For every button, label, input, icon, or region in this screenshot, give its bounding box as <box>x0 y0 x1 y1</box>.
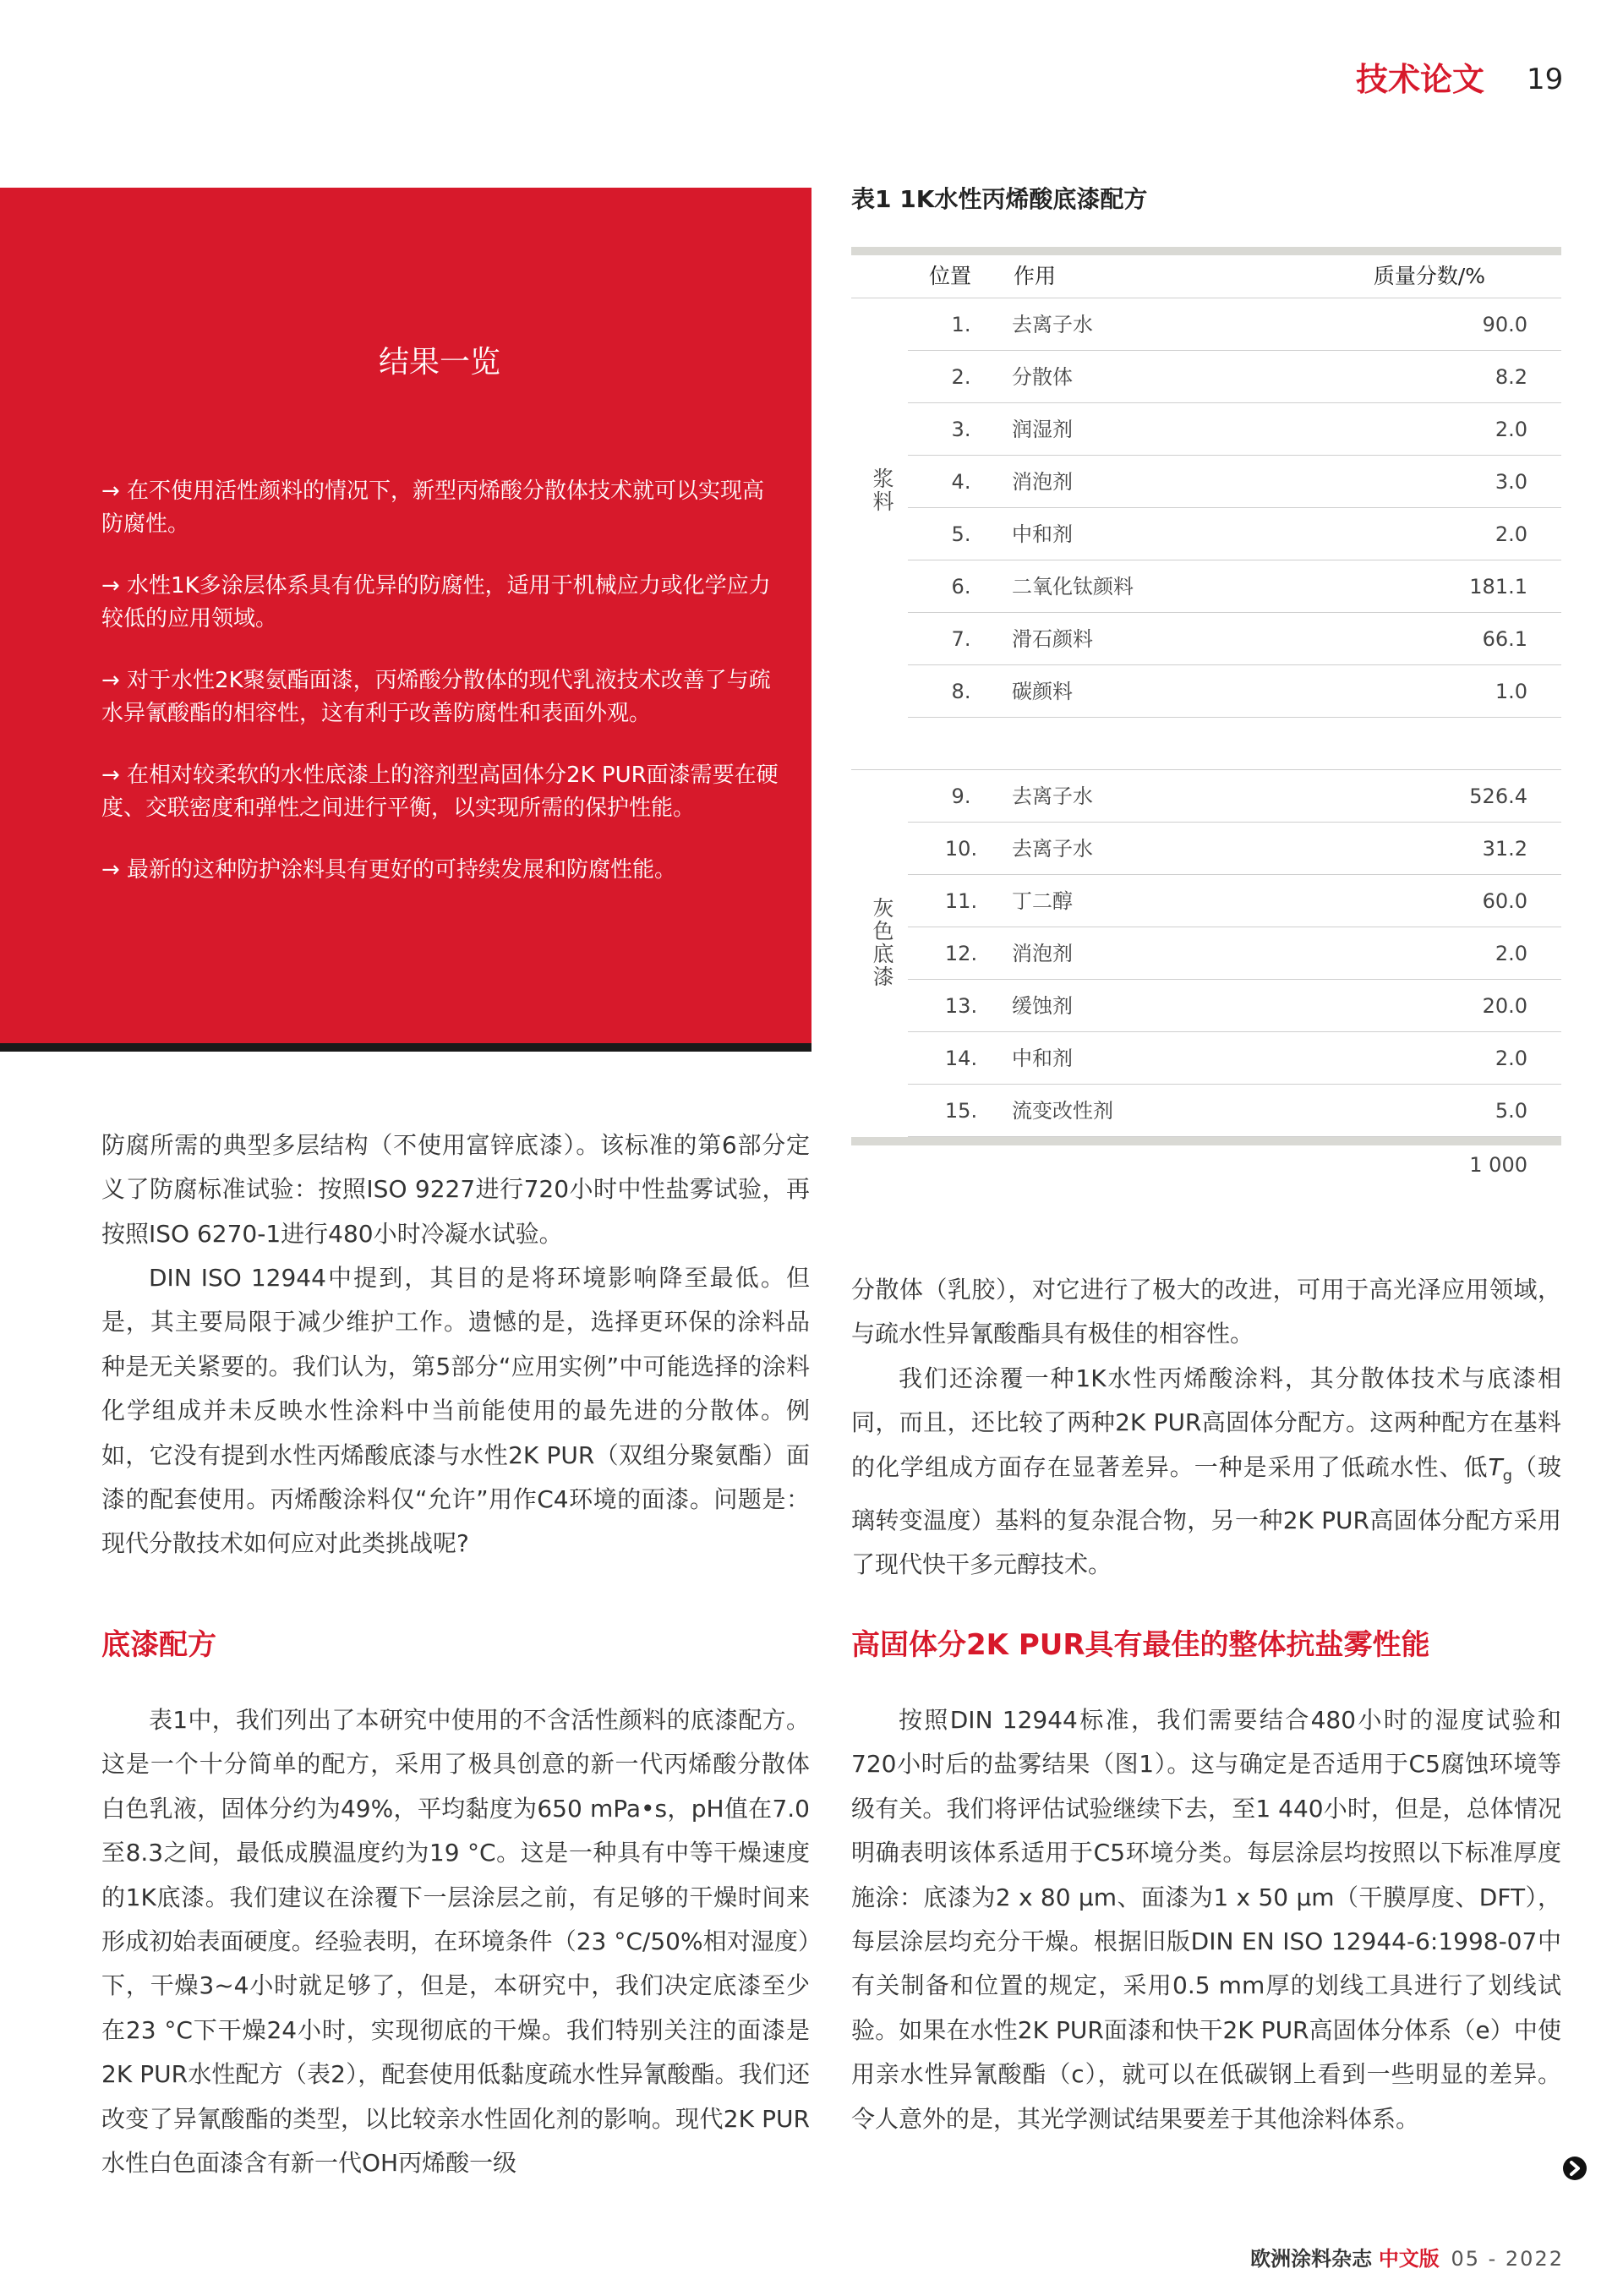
right-para-3: 按照DIN 12944标准，我们需要结合480小时的湿度试验和720小时后的盐雾结果（图1）。这与确定是否适用于C5腐蚀环境等级有关。我们将评估试验继续下去，至1 440小时，但是，总体情况明确表明该体系适用于C5环境分类。每层涂层均按照以下标准厚度施涂：底漆为2 x 80 μm、面漆为1 x 50 μm（干膜厚度、DFT），每层涂层均充分干燥。根据旧版DIN EN ISO 12944-6:1998-07中有关制备和位置的规定，采用0.5 mm厚的划线工具进行了划线试验。如果在水性2K PUR面漆和快干2K PUR高固体分体系（e）中使用亲水性异氰酸酯（c），就可以在低碳钢上看到一些明显的差异。令人意外的是，其光学测试结果要差于其他涂料体系。 <box>851 1706 1561 2133</box>
footer-issue: 05 - 2022 <box>1451 2247 1564 2271</box>
table-bottom-rule <box>851 1137 1561 1145</box>
group-label: 浆料 <box>870 467 894 513</box>
table-caption: 表1 1K水性丙烯酸底漆配方 <box>851 185 1148 213</box>
summary-item: → 水性1K多涂层体系具有优异的防腐性，适用于机械应力或化学应力较低的应用领域。 <box>101 573 771 631</box>
header-mass-fraction: 质量分数/% <box>1373 264 1485 288</box>
cell-position: 8. <box>951 680 971 703</box>
summary-title: 结果一览 <box>378 345 500 380</box>
cell-value: 2.0 <box>1495 942 1527 965</box>
table-row <box>851 980 1561 1032</box>
table-group-slurry <box>851 298 1561 718</box>
table-row <box>851 508 1561 560</box>
left-para-1: 防腐所需的典型多层结构（不使用富锌底漆）。该标准的第6部分定义了防腐标准试验：按照ISO 9227进行720小时中性盐雾试验，再按照ISO 6270-1进行480小时冷凝水试验。 <box>101 1131 810 1248</box>
tg-symbol: T <box>1488 1452 1503 1481</box>
cell-position: 10. <box>944 837 978 861</box>
cell-position: 3. <box>951 418 971 441</box>
cell-function: 消泡剂 <box>1012 470 1073 494</box>
cell-position: 6. <box>951 575 971 599</box>
cell-function: 中和剂 <box>1012 1047 1073 1070</box>
section-heading-primer: 底漆配方 <box>101 1628 216 1662</box>
cell-function: 去离子水 <box>1012 837 1093 861</box>
cell-function: 中和剂 <box>1012 522 1073 546</box>
header-position: 位置 <box>929 264 972 288</box>
cell-value: 8.2 <box>1495 365 1527 389</box>
cell-position: 13. <box>944 994 978 1018</box>
table-row <box>851 456 1561 508</box>
right-para-2-start: 我们还涂覆一种1K水性丙烯酸涂料，其分散体技术与底漆相同，而且，还比较了两种2K PUR高固体分配方。这两种配方在基料的化学组成方面存在显著差异。一种是采用了低疏水性、低 <box>851 1364 1561 1481</box>
cell-function: 流变改性剂 <box>1012 1099 1113 1123</box>
table-row <box>851 770 1561 823</box>
footer-magazine: 欧洲涂料杂志 <box>1250 2247 1373 2271</box>
cell-position: 12. <box>944 942 978 965</box>
table-row <box>851 1032 1561 1085</box>
cell-value: 2.0 <box>1495 418 1527 441</box>
right-para-2-end: （玻璃转变温度）基料的复杂混合物，另一种2K PUR高固体分配方采用了现代快干多元醇技术。 <box>851 1452 1561 1579</box>
cell-function: 滑石颜料 <box>1012 627 1093 651</box>
table-row <box>851 665 1561 718</box>
cell-position: 15. <box>944 1099 978 1123</box>
cell-function: 缓蚀剂 <box>1012 994 1073 1018</box>
table-row <box>851 298 1561 351</box>
cell-position: 7. <box>951 627 971 651</box>
table-row <box>851 351 1561 403</box>
arrow-right-circle-icon[interactable] <box>1562 2156 1587 2181</box>
section-title: 技术论文 <box>1356 61 1485 98</box>
right-para-2 <box>851 1357 1561 1588</box>
cell-value: 3.0 <box>1495 470 1527 494</box>
summary-list <box>101 475 786 916</box>
table-row <box>851 403 1561 456</box>
section-heading-salt-spray: 高固体分2K PUR具有最佳的整体抗盐雾性能 <box>851 1628 1430 1662</box>
cell-function: 丁二醇 <box>1012 889 1073 913</box>
table-total-row <box>851 1145 1561 1184</box>
summary-item: → 在不使用活性颜料的情况下，新型丙烯酸分散体技术就可以实现高防腐性。 <box>101 478 765 537</box>
cell-value: 60.0 <box>1482 889 1527 913</box>
right-para-1: 分散体（乳胶），对它进行了极大的改进，可用于高光泽应用领域，与疏水性异氰酸酯具有极佳的相容性。 <box>851 1276 1561 1348</box>
tg-subscript: g <box>1502 1467 1513 1485</box>
cell-value: 2.0 <box>1495 522 1527 546</box>
table-row <box>851 823 1561 875</box>
cell-position: 11. <box>944 889 978 913</box>
cell-value: 526.4 <box>1469 784 1527 808</box>
cell-position: 4. <box>951 470 971 494</box>
cell-function: 消泡剂 <box>1012 942 1073 965</box>
header-function: 作用 <box>1014 264 1057 288</box>
cell-value: 5.0 <box>1495 1099 1527 1123</box>
left-para-3: 表1中，我们列出了本研究中使用的不含活性颜料的底漆配方。这是一个十分简单的配方，采用了极具创意的新一代丙烯酸分散体白色乳液，固体分约为49%，平均黏度为650 mPa•s，pH值在7.0至8.3之间，最低成膜温度约为19 °C。这是一种具有中等干燥速度的1K底漆。我们建议在涂覆下一层涂层之前，有足够的干燥时间来形成初始表面硬度。经验表明，在环境条件（23 °C/50%相对湿度）下，干燥3~4小时就足够了，但是，本研究中，我们决定底漆至少在23 °C下干燥24小时，实现彻底的干燥。我们特别关注的面漆是2K PUR水性配方（表2），配套使用低黏度疏水性异氰酸酯。我们还改变了异氰酸酯的类型，以比较亲水性固化剂的影响。现代2K PUR水性白色面漆含有新一代OH丙烯酸一级 <box>101 1706 810 2178</box>
summary-item: → 最新的这种防护涂料具有更好的可持续发展和防腐性能。 <box>101 857 677 883</box>
cell-position: 1. <box>951 313 971 336</box>
table-row <box>851 875 1561 927</box>
table-row <box>851 927 1561 980</box>
footer-edition: 中文版 <box>1378 2247 1440 2271</box>
cell-value: 20.0 <box>1482 994 1527 1018</box>
table-row <box>851 560 1561 613</box>
group-label: 灰色底漆 <box>870 897 894 988</box>
cell-function: 润湿剂 <box>1012 418 1073 441</box>
cell-position: 2. <box>951 365 971 389</box>
left-para-2: DIN ISO 12944中提到，其目的是将环境影响降至最低。但是，其主要局限于减少维护工作。遗憾的是，选择更环保的涂料品种是无关紧要的。我们认为，第5部分“应用实例”中可能选择的涂料化学组成并未反映水性涂料中当前能使用的最先进的分散体。例如，它没有提到水性丙烯酸底漆与水性2K PUR（双组分聚氨酯）面漆的配套使用。丙烯酸涂料仅“允许”用作C4环境的面漆。问题是：现代分散技术如何应对此类挑战呢? <box>101 1264 810 1558</box>
cell-value: 181.1 <box>1469 575 1527 599</box>
table-group-grey-primer <box>851 770 1561 1137</box>
cell-function: 碳颜料 <box>1012 680 1073 703</box>
summary-item: → 对于水性2K聚氨酯面漆，丙烯酸分散体的现代乳液技术改善了与疏水异氰酸酯的相容性，这有利于改善防腐性和表面外观。 <box>101 668 771 726</box>
cell-value: 90.0 <box>1482 313 1527 336</box>
formulation-table <box>851 247 1561 1184</box>
cell-position: 5. <box>951 522 971 546</box>
table-row <box>851 613 1561 665</box>
total-value: 1 000 <box>1469 1153 1527 1177</box>
summary-item: → 在相对较柔软的水性底漆上的溶剂型高固体分2K PUR面漆需要在硬度、交联密度和弹性之间进行平衡，以实现所需的保护性能。 <box>101 763 779 821</box>
cell-value: 66.1 <box>1482 627 1527 651</box>
page-number: 19 <box>1527 63 1564 96</box>
cell-value: 1.0 <box>1495 680 1527 703</box>
table-header <box>851 255 1561 298</box>
table-spacer-row <box>851 718 1561 770</box>
cell-function: 去离子水 <box>1012 313 1093 336</box>
cell-position: 9. <box>951 784 971 808</box>
cell-position: 14. <box>944 1047 978 1070</box>
cell-value: 2.0 <box>1495 1047 1527 1070</box>
cell-function: 去离子水 <box>1012 784 1093 808</box>
table-row <box>851 1085 1561 1137</box>
cell-function: 二氧化钛颜料 <box>1012 575 1134 599</box>
footer <box>1250 2242 1564 2271</box>
table-top-rule <box>851 247 1561 255</box>
cell-value: 31.2 <box>1482 837 1527 861</box>
cell-function: 分散体 <box>1012 365 1073 389</box>
